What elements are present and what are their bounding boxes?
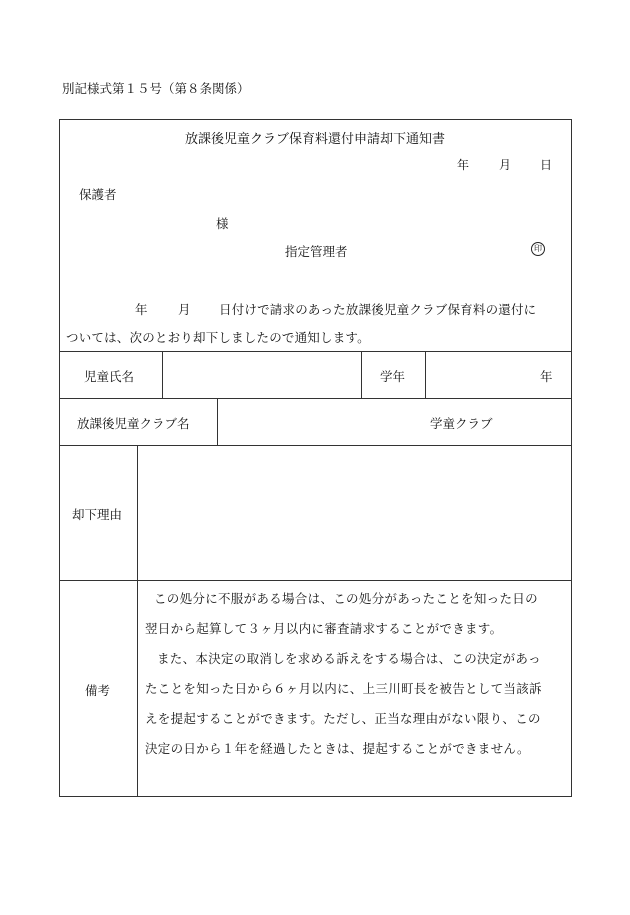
divider-child-club	[59, 398, 572, 399]
rejection-reason-label: 却下理由	[72, 507, 123, 522]
date-month-label: 月	[499, 158, 512, 172]
notice-month-label: 月	[178, 302, 191, 317]
document-title: 放課後児童クラブ保育料還付申請却下通知書	[184, 132, 445, 147]
divider-notice-table	[59, 351, 572, 352]
guardian-label: 保護者	[79, 187, 117, 202]
remarks-line-1: この処分に不服がある場合は、この処分があったことを知った日の	[154, 591, 538, 606]
grade-label: 学年	[380, 369, 406, 384]
remarks-line-4: たことを知った日から６ヶ月以内に、上三川町長を被告として当該訴	[145, 681, 542, 696]
remarks-label: 備考	[85, 683, 111, 698]
notice-body-line-1: 日付けで請求のあった放課後児童クラブ保育料の還付に	[219, 302, 537, 317]
date-day-label: 日	[540, 158, 553, 172]
divider-reason-remarks	[59, 580, 572, 581]
divider-label-column	[137, 445, 138, 797]
club-name-label: 放課後児童クラブ名	[77, 416, 190, 431]
remarks-line-3: また、本決定の取消しを求める訴えをする場合は、この決定があっ	[157, 651, 541, 666]
form-number-label: 別記様式第１５号（第８条関係）	[62, 81, 250, 96]
divider-child-name	[162, 351, 163, 398]
remarks-line-6: 決定の日から１年を経過したときは、提起することができません。	[145, 741, 530, 756]
child-name-label: 児童氏名	[84, 369, 135, 384]
seal-mark: 印	[531, 242, 545, 256]
club-name-value: 学童クラブ	[430, 416, 493, 431]
honorific-label: 様	[216, 216, 229, 231]
remarks-line-5: えを提起することができます。ただし、正当な理由がない限り、この	[145, 711, 541, 726]
divider-grade-label-left	[361, 351, 362, 398]
notice-year-label: 年	[135, 302, 148, 317]
divider-club-name	[217, 398, 218, 445]
grade-unit-label: 年	[540, 369, 553, 384]
divider-club-reason	[59, 445, 572, 446]
date-year-label: 年	[457, 158, 470, 172]
divider-grade-label-right	[425, 351, 426, 398]
designated-manager-label: 指定管理者	[285, 244, 348, 259]
notice-body-line-2: ついては、次のとおり却下しましたので通知します。	[66, 330, 370, 345]
remarks-line-2: 翌日から起算して３ヶ月以内に審査請求することができます。	[145, 621, 503, 636]
